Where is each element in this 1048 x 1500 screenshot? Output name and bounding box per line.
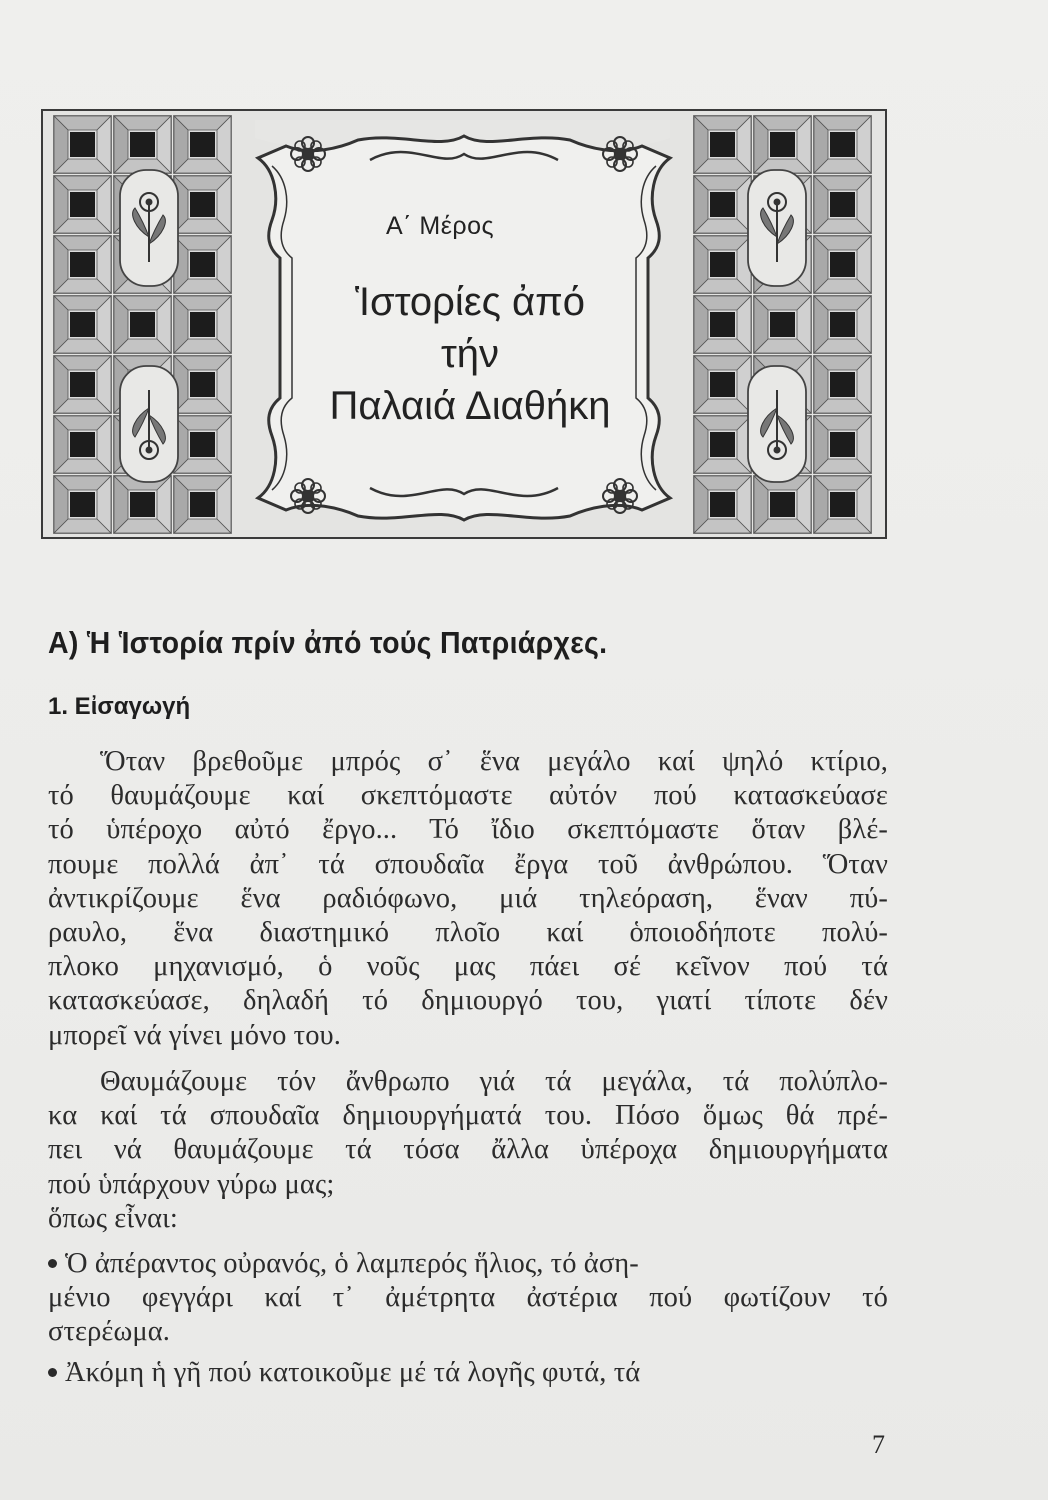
page-number: 7 xyxy=(872,1430,885,1459)
text-line: κα καί τά σπουδαῖα δημιουργήματά του. Πόσο ὅμως θά πρέ- xyxy=(48,1100,888,1132)
banner-title-line: Παλαιά Διαθήκη xyxy=(329,384,611,428)
text-line: στερέωμα. xyxy=(48,1316,170,1348)
banner-title-line: τήν xyxy=(440,332,500,376)
bullet-icon xyxy=(48,1368,57,1377)
text-line: τό θαυμάζουμε καί σκεπτόμαστε αὐτόν πού κατασκεύασε xyxy=(48,780,888,812)
text-line: κατασκεύασε, δηλαδή τό δημιουργό του, γιατί τίποτε δέν xyxy=(48,985,888,1017)
paragraph-2 xyxy=(48,1065,888,1236)
text-line: ραυλο, ἕνα διαστημικό πλοῖο καί ὁποιοδήποτε πολύ- xyxy=(48,916,888,948)
part-label: Α΄ Μέρος xyxy=(385,212,495,240)
text-line: ὅπως εἶναι: xyxy=(48,1202,178,1234)
decorative-banner xyxy=(40,108,888,540)
text-line: Ὅταν βρεθοῦμε μπρός σ᾽ ἕνα μεγάλο καί ψηλό κτίριο, xyxy=(100,746,888,777)
text-line: μπορεῖ νά γίνει μόνο του. xyxy=(48,1019,341,1051)
text-line: τό ὑπέροχο αὐτό ἔργο... Τό ἴδιο σκεπτόμαστε ὅταν βλέ- xyxy=(48,814,888,846)
bullet-item-1 xyxy=(48,1247,888,1350)
text-line: Θαυμάζουμε τόν ἄνθρωπο γιά τά μεγάλα, τά πολύπλο- xyxy=(100,1066,888,1097)
paragraph-1 xyxy=(48,745,888,1053)
bullet-text: Ἀκόμη ἡ γῆ πού κατοικοῦμε μέ τά λογῆς φυτά, τά xyxy=(65,1357,641,1388)
banner-title xyxy=(260,276,680,432)
bullet-text: Ὁ ἀπέραντος οὐρανός, ὁ λαμπερός ἥλιος, τό ἀση- xyxy=(65,1248,639,1279)
bullet-item-2 xyxy=(48,1356,888,1390)
banner-title-line: Ἱστορίες ἀπό xyxy=(354,280,586,324)
text-line: μένιο φεγγάρι καί τ᾽ ἀμέτρητα ἀστέρια πού φωτίζουν τό xyxy=(48,1282,888,1314)
text-line: πλοκο μηχανισμό, ὁ νοῦς μας πάει σέ κεῖνον πού τά xyxy=(48,951,888,983)
banner-text xyxy=(40,108,888,540)
text-line: πει νά θαυμάζουμε τά τόσα ἄλλα ὑπέροχα δημιουργήματα xyxy=(48,1134,888,1166)
text-line: πουμε πολλά ἀπ᾽ τά σπουδαῖα ἔργα τοῦ ἀνθρώπου. Ὅταν xyxy=(48,848,888,880)
text-line xyxy=(48,1247,888,1281)
text-line: ἀντικρίζουμε ἕνα ραδιόφωνο, μιά τηλεόραση, ἕναν πύ- xyxy=(48,882,888,914)
subheading: 1. Εἰσαγωγή xyxy=(48,693,191,720)
bullet-icon xyxy=(48,1259,57,1268)
text-line xyxy=(48,1356,888,1390)
text-line: πού ὑπάρχουν γύρω μας; xyxy=(48,1168,335,1200)
section-heading: Α) Ἡ Ἱστορία πρίν ἀπό τούς Πατριάρχες. xyxy=(48,625,608,660)
